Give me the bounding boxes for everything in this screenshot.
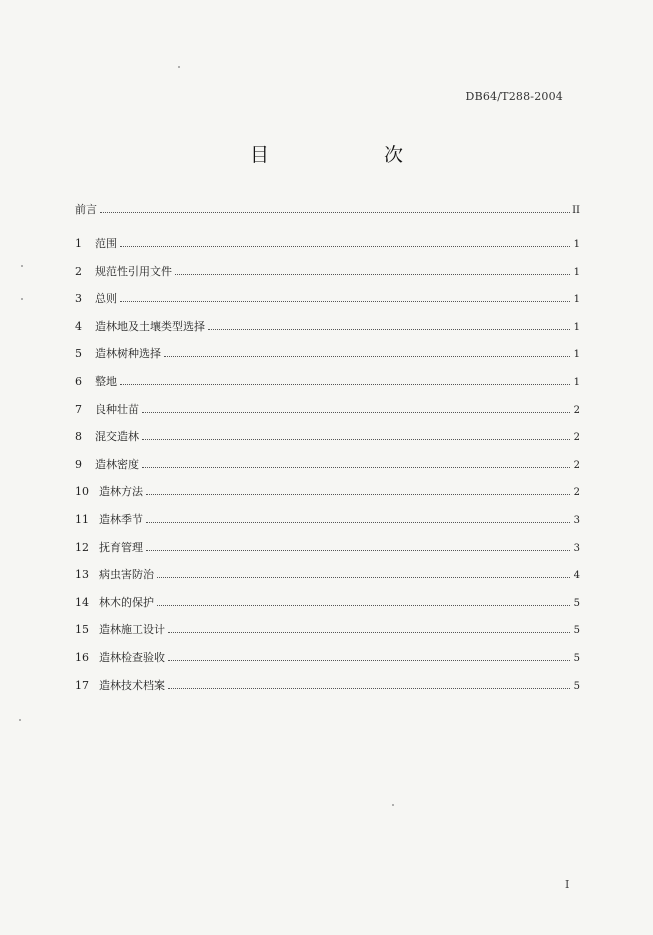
- toc-dot-leader: [120, 384, 570, 385]
- scan-speck: [21, 265, 23, 267]
- scan-speck: [178, 66, 180, 68]
- page-number: I: [565, 878, 570, 891]
- toc-entry-label: 规范性引用文件: [95, 264, 172, 278]
- toc-entry-number: 9: [75, 457, 82, 471]
- toc-entry-number: 11: [75, 512, 89, 526]
- toc-entry-label: 造林季节: [99, 512, 143, 526]
- toc-entry[interactable]: [75, 263, 580, 280]
- toc-entry[interactable]: [75, 483, 580, 500]
- toc-dot-leader: [100, 212, 570, 213]
- toc-entry-label: 前言: [75, 203, 97, 216]
- toc-entry[interactable]: [75, 318, 580, 335]
- toc-dot-leader: [168, 660, 570, 661]
- toc-entry-page: 5: [573, 680, 580, 692]
- toc-entry-number: 1: [75, 237, 82, 250]
- toc-dot-leader: [120, 246, 570, 247]
- document-code: DB64/T288-2004: [465, 90, 563, 103]
- toc-entry-page: 2: [573, 487, 580, 499]
- scan-speck: [392, 804, 394, 806]
- toc-entry-page: 2: [573, 404, 580, 416]
- toc-entry-label: 林木的保护: [99, 595, 154, 609]
- toc-entry[interactable]: [75, 566, 580, 583]
- toc-entry[interactable]: [75, 621, 580, 638]
- toc-entry-page: 5: [573, 597, 580, 609]
- toc-dot-leader: [146, 550, 570, 551]
- toc-entry-page: 1: [573, 376, 580, 388]
- toc-entry[interactable]: [75, 290, 580, 307]
- table-of-contents: [75, 201, 580, 694]
- toc-entry-label: 总则: [95, 292, 117, 306]
- toc-dot-leader: [168, 688, 570, 689]
- toc-entry-label: 造林地及土壤类型选择: [95, 319, 205, 333]
- toc-entry-page: II: [572, 205, 580, 216]
- toc-entry-page: 1: [573, 349, 580, 361]
- toc-entry-label: 范围: [95, 237, 117, 250]
- toc-entry-page: 1: [573, 294, 580, 306]
- toc-dot-leader: [142, 412, 570, 413]
- toc-entry-number: 13: [75, 568, 89, 582]
- toc-entry-page: 1: [573, 321, 580, 333]
- toc-dot-leader: [142, 467, 570, 468]
- scan-speck: [21, 298, 23, 300]
- toc-entry-number: 7: [75, 402, 82, 416]
- toc-entry-number: 15: [75, 623, 89, 637]
- toc-entry-label: 整地: [95, 374, 117, 388]
- toc-entry-preface[interactable]: [75, 201, 580, 218]
- toc-entry-label: 良种壮苗: [95, 402, 139, 416]
- toc-entry-number: 14: [75, 595, 89, 609]
- toc-dot-leader: [142, 439, 570, 440]
- toc-dot-leader: [146, 494, 570, 495]
- toc-entry[interactable]: [75, 345, 580, 362]
- toc-entry-number: 16: [75, 650, 89, 664]
- toc-entry-number: 3: [75, 292, 82, 306]
- toc-entry[interactable]: [75, 539, 580, 556]
- toc-entry[interactable]: [75, 511, 580, 528]
- toc-dot-leader: [164, 356, 570, 357]
- toc-entry-label: 混交造林: [95, 430, 139, 444]
- toc-dot-leader: [175, 274, 570, 275]
- toc-dot-leader: [120, 301, 570, 302]
- page-title: 目 次: [249, 144, 451, 166]
- toc-dot-leader: [157, 605, 570, 606]
- toc-entry-number: 4: [75, 319, 82, 333]
- toc-entry-number: 8: [75, 430, 82, 444]
- toc-entry-number: 12: [75, 540, 89, 554]
- toc-dot-leader: [146, 522, 570, 523]
- toc-dot-leader: [168, 632, 570, 633]
- toc-entry-label: 抚育管理: [99, 540, 143, 554]
- toc-entry-label: 造林方法: [99, 485, 143, 499]
- toc-entry-page: 3: [573, 514, 580, 526]
- toc-entry[interactable]: [75, 456, 580, 473]
- toc-entry[interactable]: [75, 677, 580, 694]
- toc-entry-label: 病虫害防治: [99, 568, 154, 582]
- toc-entry-page: 1: [573, 239, 580, 250]
- toc-entry-number: 5: [75, 347, 82, 361]
- toc-entry-page: 4: [573, 570, 580, 582]
- toc-entry[interactable]: [75, 428, 580, 445]
- toc-dot-leader: [157, 577, 570, 578]
- toc-entry-page: 2: [573, 459, 580, 471]
- toc-entry-number: 2: [75, 264, 82, 278]
- toc-entry-label: 造林树种选择: [95, 347, 161, 361]
- toc-entry-label: 造林技术档案: [99, 678, 165, 692]
- toc-entry-page: 5: [573, 652, 580, 664]
- toc-entry-number: 17: [75, 678, 89, 692]
- toc-entry-number: 10: [75, 485, 89, 499]
- toc-entry[interactable]: [75, 373, 580, 390]
- toc-entry-page: 2: [573, 432, 580, 444]
- toc-entry-number: 6: [75, 374, 82, 388]
- toc-entry-label: 造林密度: [95, 457, 139, 471]
- toc-entry[interactable]: [75, 594, 580, 611]
- toc-entry[interactable]: [75, 235, 580, 252]
- toc-entry-page: 1: [573, 266, 580, 278]
- scan-speck: [19, 719, 21, 721]
- toc-entry[interactable]: [75, 401, 580, 418]
- toc-entry-label: 造林检查验收: [99, 650, 165, 664]
- toc-entry-page: 3: [573, 542, 580, 554]
- toc-dot-leader: [208, 329, 570, 330]
- toc-entry-page: 5: [573, 625, 580, 637]
- toc-entry-label: 造林施工设计: [99, 623, 165, 637]
- toc-entry[interactable]: [75, 649, 580, 666]
